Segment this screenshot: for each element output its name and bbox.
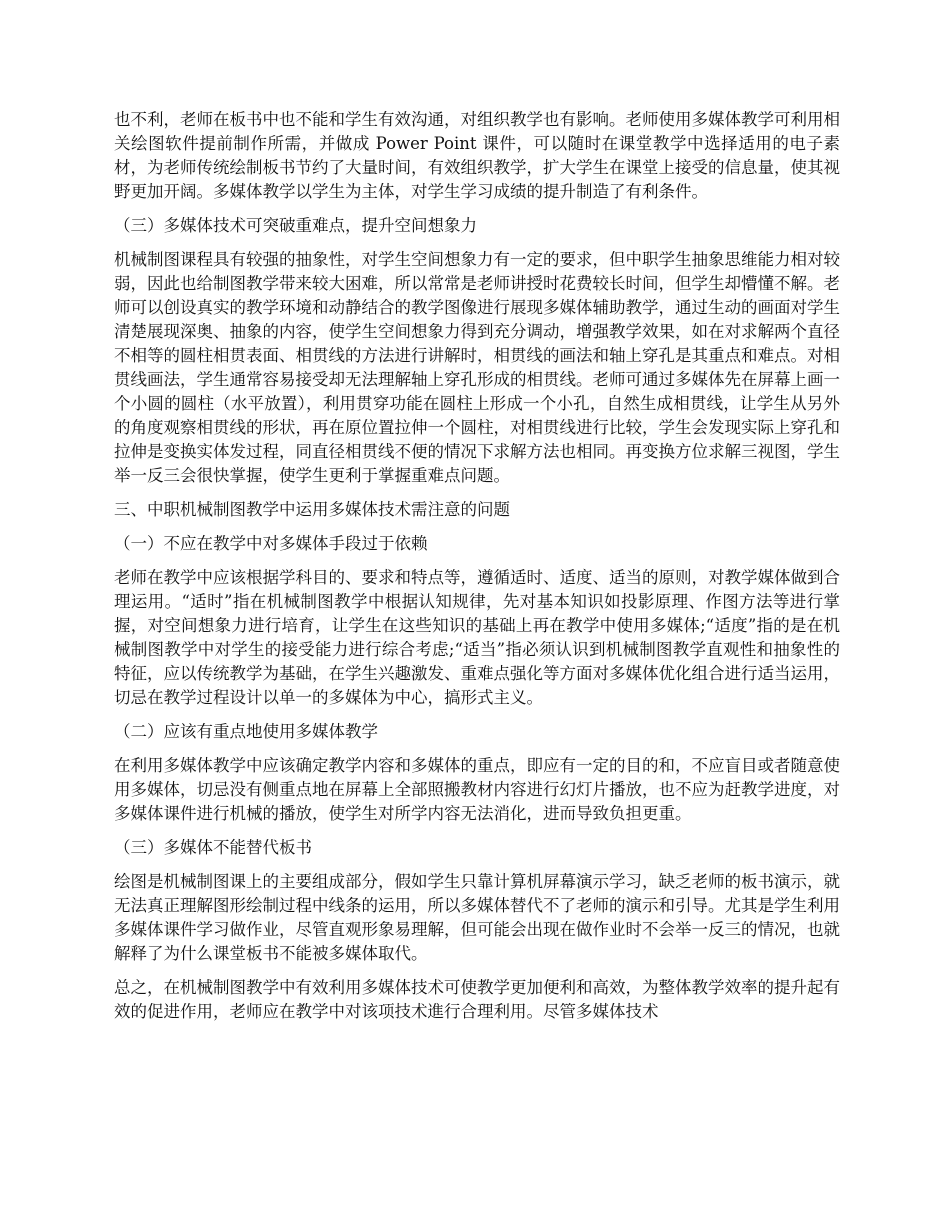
- subheading-no-overreliance: （一）不应在教学中对多媒体手段过于依赖: [114, 534, 428, 553]
- paragraph-focused-use: 在利用多媒体教学中应该确定教学内容和多媒体的重点，即应有一定的目的和，不应盲目或者随意使用多媒体，切忌没有侧重点地在屏幕上全部照搬教材内容进行幻灯片播放，也不应为赶教学进度，对多媒体课件进行机械的播放，使学生对所学内容无法消化，进而导致负担更重。: [114, 756, 840, 823]
- document-body: [114, 108, 840, 1034]
- subheading-breakthrough-difficulties: （三）多媒体技术可突破重难点，提升空间想象力: [114, 216, 477, 235]
- paragraph-spatial-imagination: 机械制图课程具有较强的抽象性，对学生空间想象力有一定的要求，但中职学生抽象思维能力相对较弱，因此也给制图教学带来较大困难，所以常常是老师讲授时花费较长时间，但学生却懵懂不解。老师可以创设真实的教学环境和动静结合的教学图像进行展现多媒体辅助教学，通过生动的画面对学生清楚展现深奥、抽象的内容，使学生空间想象力得到充分调动，增强教学效果，如在对求解两个直径不相等的圆柱相贯表面、相贯线的方法进行讲解时，相贯线的画法和轴上穿孔是其重点和难点。对相贯线画法，学生通常容易接受却无法理解轴上穿孔形成的相贯线。老师可通过多媒体先在屏幕上画一个小圆的圆柱（水平放置），利用贯穿功能在圆柱上形成一个小孔，自然生成相贯线，让学生从另外的角度观察相贯线的形状，再在原位置拉伸一个圆柱，对相贯线进行比较，学生会发现实际上穿孔和拉伸是变换实体发过程，同直径相贯线不便的情况下求解方法也相同。再变换方位求解三视图，学生举一反三会很快掌握，使学生更利于掌握重难点问题。: [114, 250, 840, 485]
- section-heading-cautions: 三、中职机械制图教学中运用多媒体技术需注意的问题: [114, 500, 510, 519]
- paragraph-intro-continuation: 也不利，老师在板书中也不能和学生有效沟通，对组织教学也有影响。老师使用多媒体教学可利用相关绘图软件提前制作所需，并做成 Power Point 课件，可以随时在课堂教学中选择适用的电子素材，为老师传统绘制板书节约了大量时间，有效组织教学，扩大学生在课堂上接受的信息量，使其视野更加开阔。多媒体教学以学生为主体，对学生学习成绩的提升制造了有利条件。: [114, 110, 840, 201]
- subheading-not-replace-blackboard: （三）多媒体不能替代板书: [114, 838, 312, 857]
- paragraph-conclusion: 总之，在机械制图教学中有效利用多媒体技术可使教学更加便利和高效，为整体教学效率的提升起有效的促进作用，老师应在教学中对该项技术進行合理利用。尽管多媒体技术: [114, 978, 840, 1021]
- paragraph-timely-moderate-appropriate: 老师在教学中应该根据学科目的、要求和特点等，遵循适时、适度、适当的原则，对教学媒体做到合理运用。“适时”指在机械制图教学中根据认知规律，先对基本知识如投影原理、作图方法等进行掌握，对空间想象力进行培育，让学生在这些知识的基础上再在教学中使用多媒体;“适度”指的是在机械制图教学中对学生的接受能力进行综合考虑;“适当”指必须认识到机械制图教学直观性和抽象性的特征，应以传统教学为基础，在学生兴趣激发、重难点强化等方面对多媒体优化组合进行适当运用，切忌在教学过程设计以单一的多媒体为中心，搞形式主义。: [114, 568, 840, 707]
- subheading-focused-use: （二）应该有重点地使用多媒体教学: [114, 722, 378, 741]
- paragraph-blackboard: 绘图是机械制图课上的主要组成部分，假如学生只靠计算机屏幕演示学习，缺乏老师的板书演示，就无法真正理解图形绘制过程中线条的运用，所以多媒体替代不了老师的演示和引导。尤其是学生利用多媒体课件学习做作业，尽管直观形象易理解，但可能会出现在做作业时不会举一反三的情况，也就解释了为什么课堂板书不能被多媒体取代。: [114, 872, 840, 963]
